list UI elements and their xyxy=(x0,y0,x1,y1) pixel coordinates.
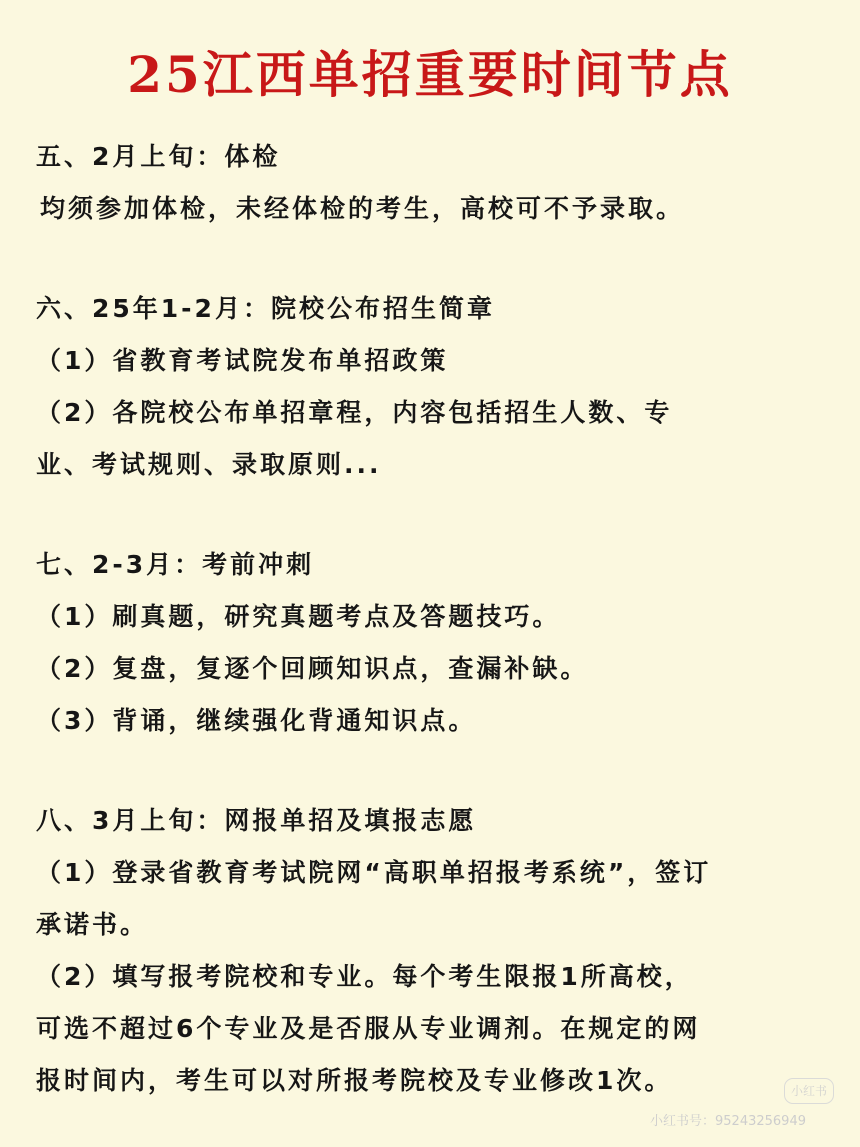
section-7-line-1: （1）刷真题，研究真题考点及答题技巧。 xyxy=(36,602,561,631)
section-heading-5: 五、2月上旬：体检 xyxy=(36,142,281,171)
section-heading-6: 六、25年1-2月：院校公布招生简章 xyxy=(36,294,495,323)
section-heading-7: 七、2-3月：考前冲刺 xyxy=(36,550,315,579)
section-6-line-3: 业、考试规则、录取原则... xyxy=(36,450,382,479)
watermark-id: 小红书号：95243256949 xyxy=(650,1114,806,1129)
section-7-line-2: （2）复盘，复逐个回顾知识点，查漏补缺。 xyxy=(36,654,589,683)
watermark-logo: 小红书 xyxy=(784,1078,834,1104)
section-8-line-5: 报时间内，考生可以对所报考院校及专业修改1次。 xyxy=(36,1066,673,1095)
page-title: 25江西单招重要时间节点 xyxy=(127,45,733,104)
section-8-line-3: （2）填写报考院校和专业。每个考生限报1所高校， xyxy=(36,962,693,991)
section-heading-8: 八、3月上旬：网报单招及填报志愿 xyxy=(36,806,477,835)
section-8-line-4: 可选不超过6个专业及是否服从专业调剂。在规定的网 xyxy=(36,1014,701,1043)
section-8-line-2: 承诺书。 xyxy=(36,910,149,939)
section-8-line-1: （1）登录省教育考试院网“高职单招报考系统”，签订 xyxy=(36,858,712,887)
section-7-line-3: （3）背诵，继续强化背通知识点。 xyxy=(36,706,477,735)
section-5-line-1: 均须参加体检，未经体检的考生，高校可不予录取。 xyxy=(40,194,685,223)
section-6-line-1: （1）省教育考试院发布单招政策 xyxy=(36,346,449,375)
section-6-line-2: （2）各院校公布单招章程，内容包括招生人数、专 xyxy=(36,398,673,427)
